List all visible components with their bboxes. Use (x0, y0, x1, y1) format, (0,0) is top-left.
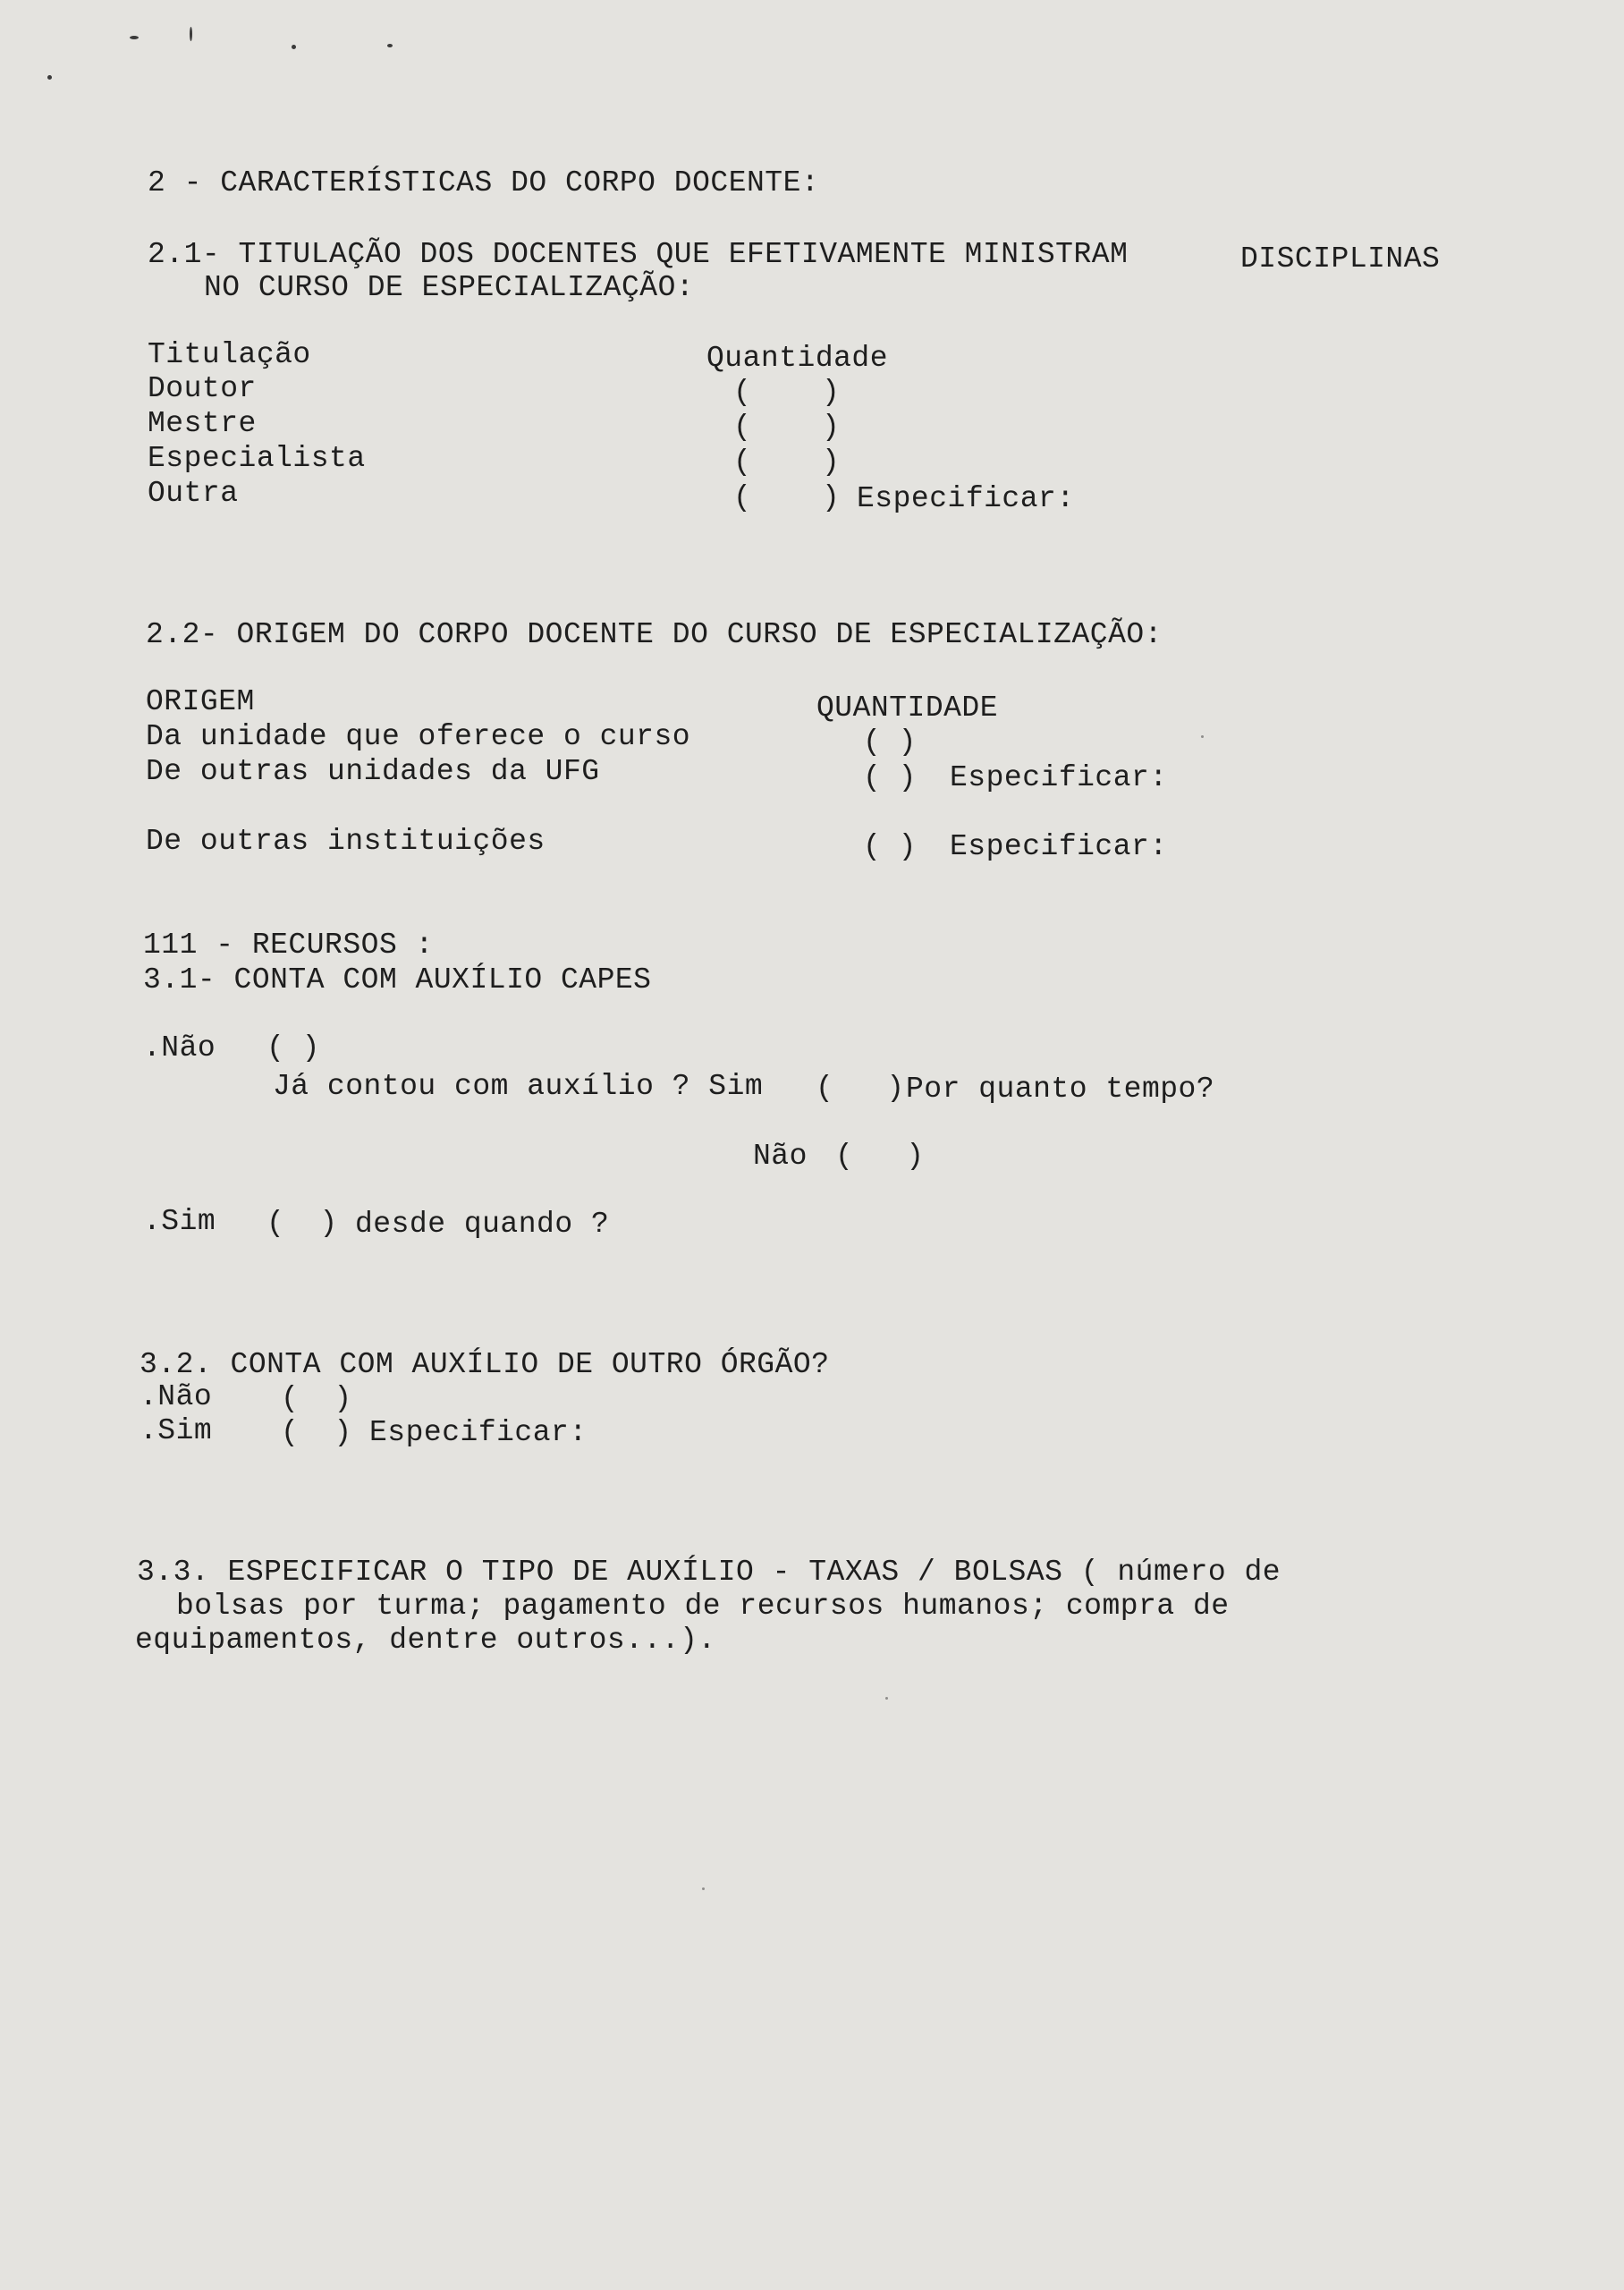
origem-unidade: Da unidade que oferece o curso (146, 720, 691, 753)
q21-title-line1: 2.1- TITULAÇÃO DOS DOCENTES QUE EFETIVAMENTE MINISTRAM (148, 238, 1129, 271)
origem-outras-unidades: De outras unidades da UFG (146, 755, 600, 788)
desde-quando-label: desde quando ? (355, 1208, 610, 1241)
scan-speck (387, 44, 393, 47)
section-3-title: 111 - RECURSOS : (143, 929, 434, 962)
ja-contou-sim-box[interactable]: ( ) (816, 1072, 905, 1105)
scan-speck (130, 36, 139, 39)
outras-instituicoes-especificar: Especificar: (950, 830, 1168, 863)
outra-especificar-label: Especificar: (857, 482, 1075, 515)
titulacao-especialista: Especialista (148, 442, 366, 475)
por-quanto-tempo-label: Por quanto tempo? (906, 1073, 1215, 1106)
q31-sim-label: .Sim (143, 1205, 216, 1238)
titulacao-outra: Outra (148, 477, 239, 510)
q33-line2: bolsas por turma; pagamento de recursos humanos; compra de (176, 1590, 1230, 1623)
q21-title-line1-end: DISCIPLINAS (1240, 242, 1441, 276)
quantidade-header: Quantidade (706, 342, 889, 375)
q31-nao-box[interactable]: ( ) (266, 1031, 320, 1064)
outras-unidades-quantity-box[interactable]: ( ) (863, 761, 917, 794)
mestre-quantity-box[interactable]: ( ) (733, 411, 840, 444)
scan-speck (702, 1887, 705, 1890)
outras-unidades-especificar: Especificar: (950, 761, 1168, 794)
q32-sim-label: .Sim (140, 1414, 213, 1447)
ja-contou-label: Já contou com auxílio ? Sim (273, 1070, 764, 1103)
ja-contou-nao-box[interactable]: ( ) (835, 1140, 925, 1173)
titulacao-doutor: Doutor (148, 372, 257, 405)
titulacao-mestre: Mestre (148, 407, 257, 440)
q31-nao-label: .Não (143, 1031, 216, 1064)
section-2-title: 2 - CARACTERÍSTICAS DO CORPO DOCENTE: (148, 166, 820, 199)
q32-title: 3.2. CONTA COM AUXÍLIO DE OUTRO ÓRGÃO? (140, 1348, 830, 1381)
scan-speck (1201, 735, 1204, 738)
q32-especificar-label: Especificar: (369, 1416, 588, 1449)
q21-title-line2: NO CURSO DE ESPECIALIZAÇÃO: (204, 271, 695, 304)
q33-line1: 3.3. ESPECIFICAR O TIPO DE AUXÍLIO - TAXAS / BOLSAS ( número de (137, 1556, 1281, 1589)
q31-title: 3.1- CONTA COM AUXÍLIO CAPES (143, 963, 652, 997)
scan-speck (292, 45, 296, 49)
origem-outras-instituicoes: De outras instituições (146, 825, 546, 858)
scan-speck (885, 1697, 888, 1700)
ja-contou-nao-label: Não (753, 1140, 808, 1173)
q33-line3: equipamentos, dentre outros...). (135, 1624, 716, 1657)
origem-header: ORIGEM (146, 685, 255, 718)
especialista-quantity-box[interactable]: ( ) (733, 445, 840, 479)
q32-nao-label: .Não (140, 1380, 213, 1413)
outras-instituicoes-quantity-box[interactable]: ( ) (863, 830, 917, 863)
q31-sim-box[interactable]: ( ) (266, 1207, 338, 1240)
unidade-quantity-box[interactable]: ( ) (863, 725, 917, 759)
scan-speck (47, 75, 52, 80)
q22-title: 2.2- ORIGEM DO CORPO DOCENTE DO CURSO DE ESPECIALIZAÇÃO: (146, 618, 1163, 651)
q32-sim-box[interactable]: ( ) (281, 1416, 352, 1449)
scan-speck (190, 27, 192, 41)
quantidade-header-2: QUANTIDADE (816, 691, 999, 725)
doutor-quantity-box[interactable]: ( ) (733, 376, 840, 409)
titulacao-header: Titulação (148, 338, 311, 371)
outra-quantity-box[interactable]: ( ) (733, 481, 840, 514)
q32-nao-box[interactable]: ( ) (281, 1382, 352, 1415)
